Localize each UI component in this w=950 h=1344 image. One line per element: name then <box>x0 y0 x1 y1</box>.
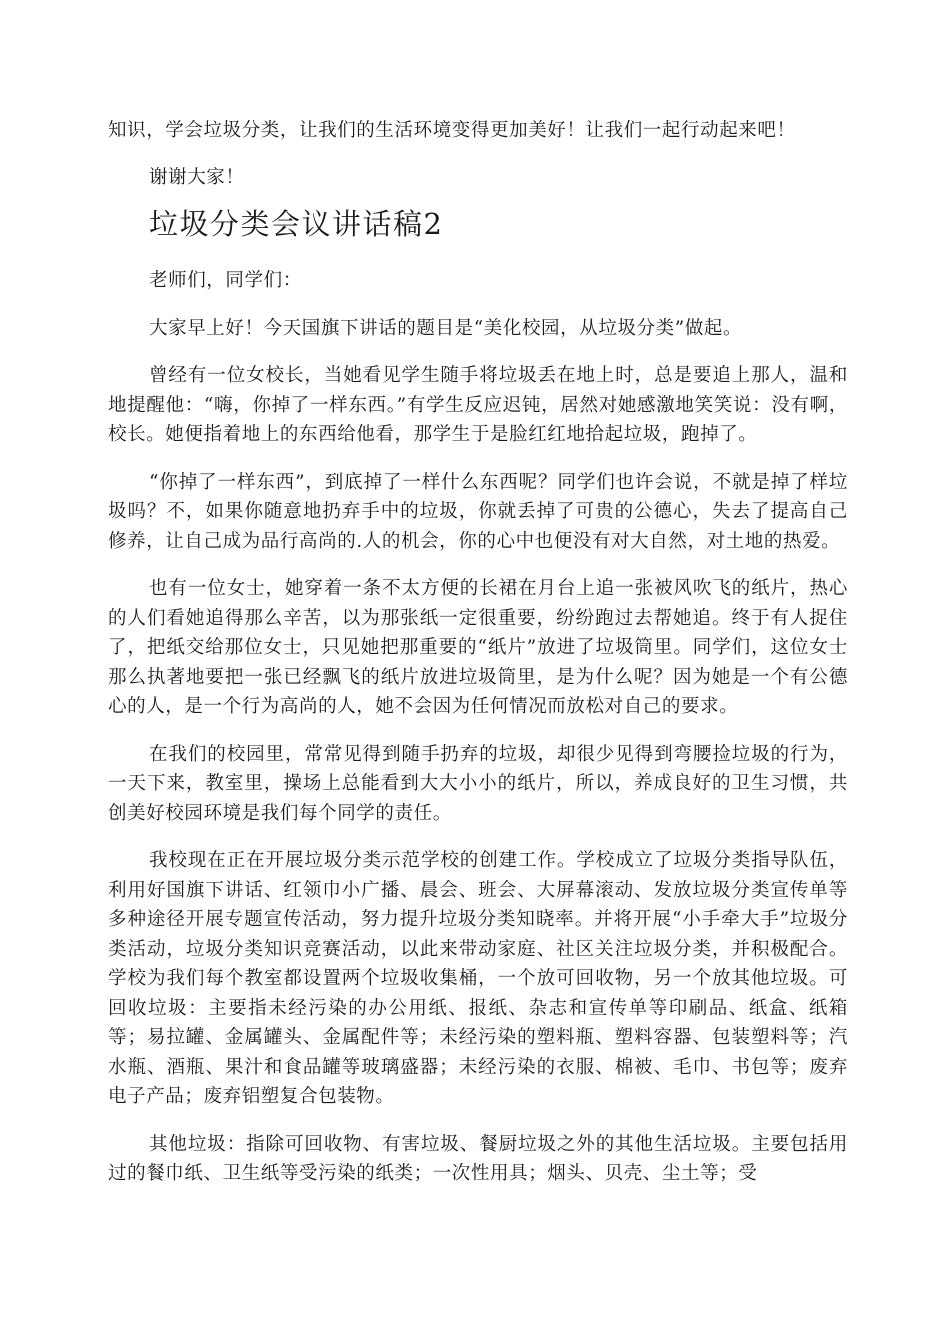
paragraph-salutation: 老师们，同学们： <box>149 270 302 291</box>
paragraph-principal-story: 曾经有一位女校长，当她看见学生随手将垃圾丢在地上时，总是要追上那人，温和地提醒他：“嗨，你掉了一样东西。”有学生反应迟钝，居然对她感激地笑笑说：没有啊，校长。她便指着地上的东西给他看，那学生于是脸红红地拾起垃圾，跑掉了。 <box>108 365 848 445</box>
paragraph-lady-story: 也有一位女士，她穿着一条不太方便的长裙在月台上追一张被风吹飞的纸片，热心的人们看她追得那么辛苦，以为那张纸一定很重要，纷纷跑过去帮她追。终于有人捉住了，把纸交给那位女士，只见她把那重要的“纸片”放进了垃圾筒里。同学们，这位女士那么执著地要把一张已经飘飞的纸片放进垃圾筒里，是为什么呢？因为她是一个有公德心的人，是一个行为高尚的人，她不会因为任何情况而放松对自己的要求。 <box>108 578 848 717</box>
page-title: 垃圾分类会议讲话稿2 <box>149 207 444 241</box>
paragraph-lost-something: “你掉了一样东西”，到底掉了一样什么东西呢？同学们也许会说，不就是掉了样垃圾吗？不，如果你随意地扔弃手中的垃圾，你就丢掉了可贵的公德心，失去了提高自己修养，让自己成为品行高尚的.人的机会，你的心中也便没有对大自然，对土地的热爱。 <box>108 471 848 552</box>
paragraph-other-waste: 其他垃圾：指除可回收物、有害垃圾、餐厨垃圾之外的其他生活垃圾。主要包括用过的餐巾纸、卫生纸等受污染的纸类；一次性用具；烟头、贝壳、尘土等；受 <box>108 1133 848 1184</box>
thanks-text: 谢谢大家！ <box>149 166 245 188</box>
paragraph-campus: 在我们的校园里，常常见得到随手扔弃的垃圾，却很少见得到弯腰捡垃圾的行为，一天下来，教室里，操场上总能看到大大小小的纸片，所以，养成良好的卫生习惯，共创美好校园环境是我们每个同学的责任。 <box>108 743 848 824</box>
document-body <box>108 116 848 1207</box>
continuation-text: 知识，学会垃圾分类，让我们的生活环境变得更加美好！让我们一起行动起来吧！ <box>108 120 796 141</box>
paragraph-greeting: 大家早上好！今天国旗下讲话的题目是“美化校园，从垃圾分类”做起。 <box>149 317 743 339</box>
paragraph-school-program: 我校现在正在开展垃圾分类示范学校的创建工作。学校成立了垃圾分类指导队伍，利用好国旗下讲话、红领巾小广播、晨会、班会、大屏幕滚动、发放垃圾分类宣传单等多种途径开展专题宣传活动，努力提升垃圾分类知晓率。并将开展“小手牵大手”垃圾分类活动，垃圾分类知识竞赛活动，以此来带动家庭、社区关注垃圾分类，并积极配合。学校为我们每个教室都设置两个垃圾收集桶，一个放可回收物，另一个放其他垃圾。可回收垃圾：主要指未经污染的办公用纸、报纸、杂志和宣传单等印刷品、纸盒、纸箱等；易拉罐、金属罐头、金属配件等；未经污染的塑料瓶、塑料容器、包装塑料等；汽水瓶、酒瓶、果汁和食品罐等玻璃盛器；未经污染的衣服、棉被、毛巾、书包等；废弃电子产品；废弃铝塑复合包装物。 <box>108 850 848 1107</box>
